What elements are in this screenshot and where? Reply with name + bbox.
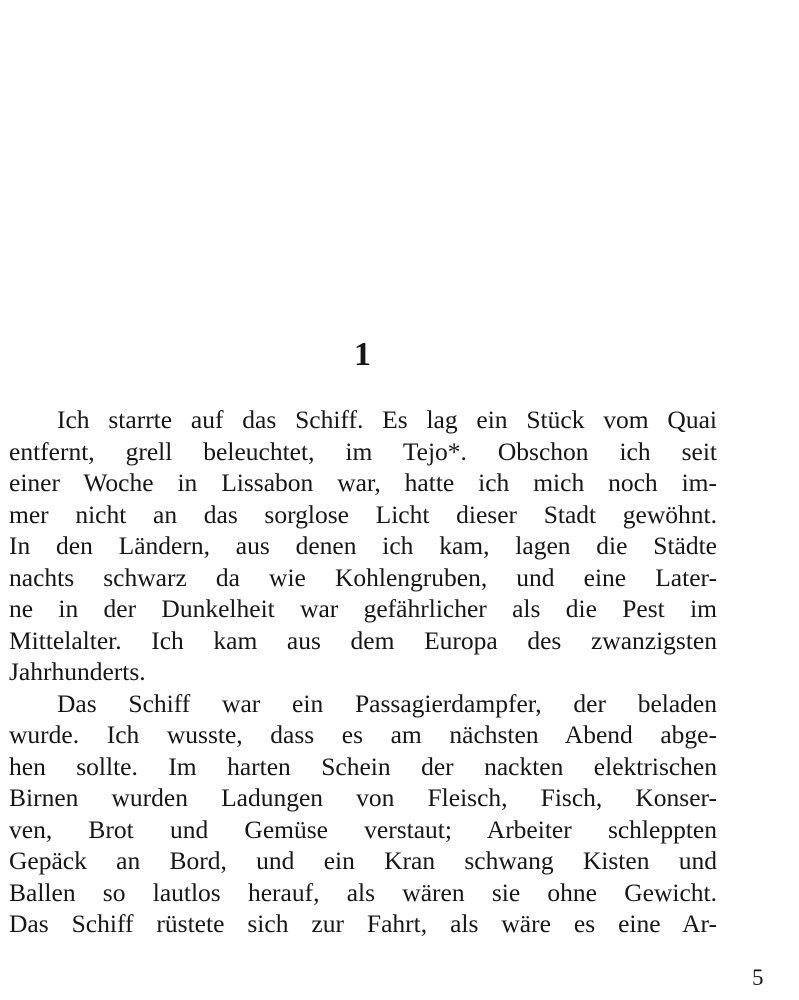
text-line: Mittelalter. Ich kam aus dem Europa des zwanzigsten bbox=[9, 625, 717, 655]
text-line: entfernt, grell beleuchtet, im Tejo*. Obschon ich seit bbox=[9, 436, 717, 466]
text-line: wurde. Ich wusste, dass es am nächsten Abend abge- bbox=[9, 720, 717, 749]
text-line: nachts schwarz da wie Kohlengruben, und eine Later- bbox=[9, 562, 717, 592]
chapter-body bbox=[9, 404, 717, 940]
text-line: Das Schiff war ein Passagierdampfer, der beladen bbox=[57, 688, 717, 718]
text-line: ne in der Dunkelheit war gefährlicher als die Pest im bbox=[9, 594, 717, 623]
text-line: Birnen wurden Ladungen von Fleisch, Fisch, Konser- bbox=[9, 783, 717, 812]
text-line: Jahrhunderts. bbox=[9, 657, 146, 686]
text-line: Gepäck an Bord, und ein Kran schwang Kisten und bbox=[9, 846, 717, 875]
text-line: mer nicht an das sorglose Licht dieser Stadt gewöhnt. bbox=[9, 499, 717, 529]
page-number: 5 bbox=[752, 965, 764, 990]
text-line: Das Schiff rüstete sich zur Fahrt, als wäre es eine Ar- bbox=[9, 909, 717, 938]
text-line: einer Woche in Lissabon war, hatte ich mich noch im- bbox=[9, 468, 717, 497]
chapter-number: 1 bbox=[354, 336, 371, 373]
text-line: hen sollte. Im harten Schein der nackten elektrischen bbox=[9, 751, 717, 781]
text-line: In den Ländern, aus denen ich kam, lagen die Städte bbox=[9, 531, 717, 560]
text-line: Ich starrte auf das Schiff. Es lag ein Stück vom Quai bbox=[57, 405, 717, 434]
text-line: Ballen so lautlos herauf, als wären sie ohne Gewicht. bbox=[9, 877, 717, 907]
text-line: ven, Brot und Gemüse verstaut; Arbeiter schleppten bbox=[9, 814, 717, 844]
